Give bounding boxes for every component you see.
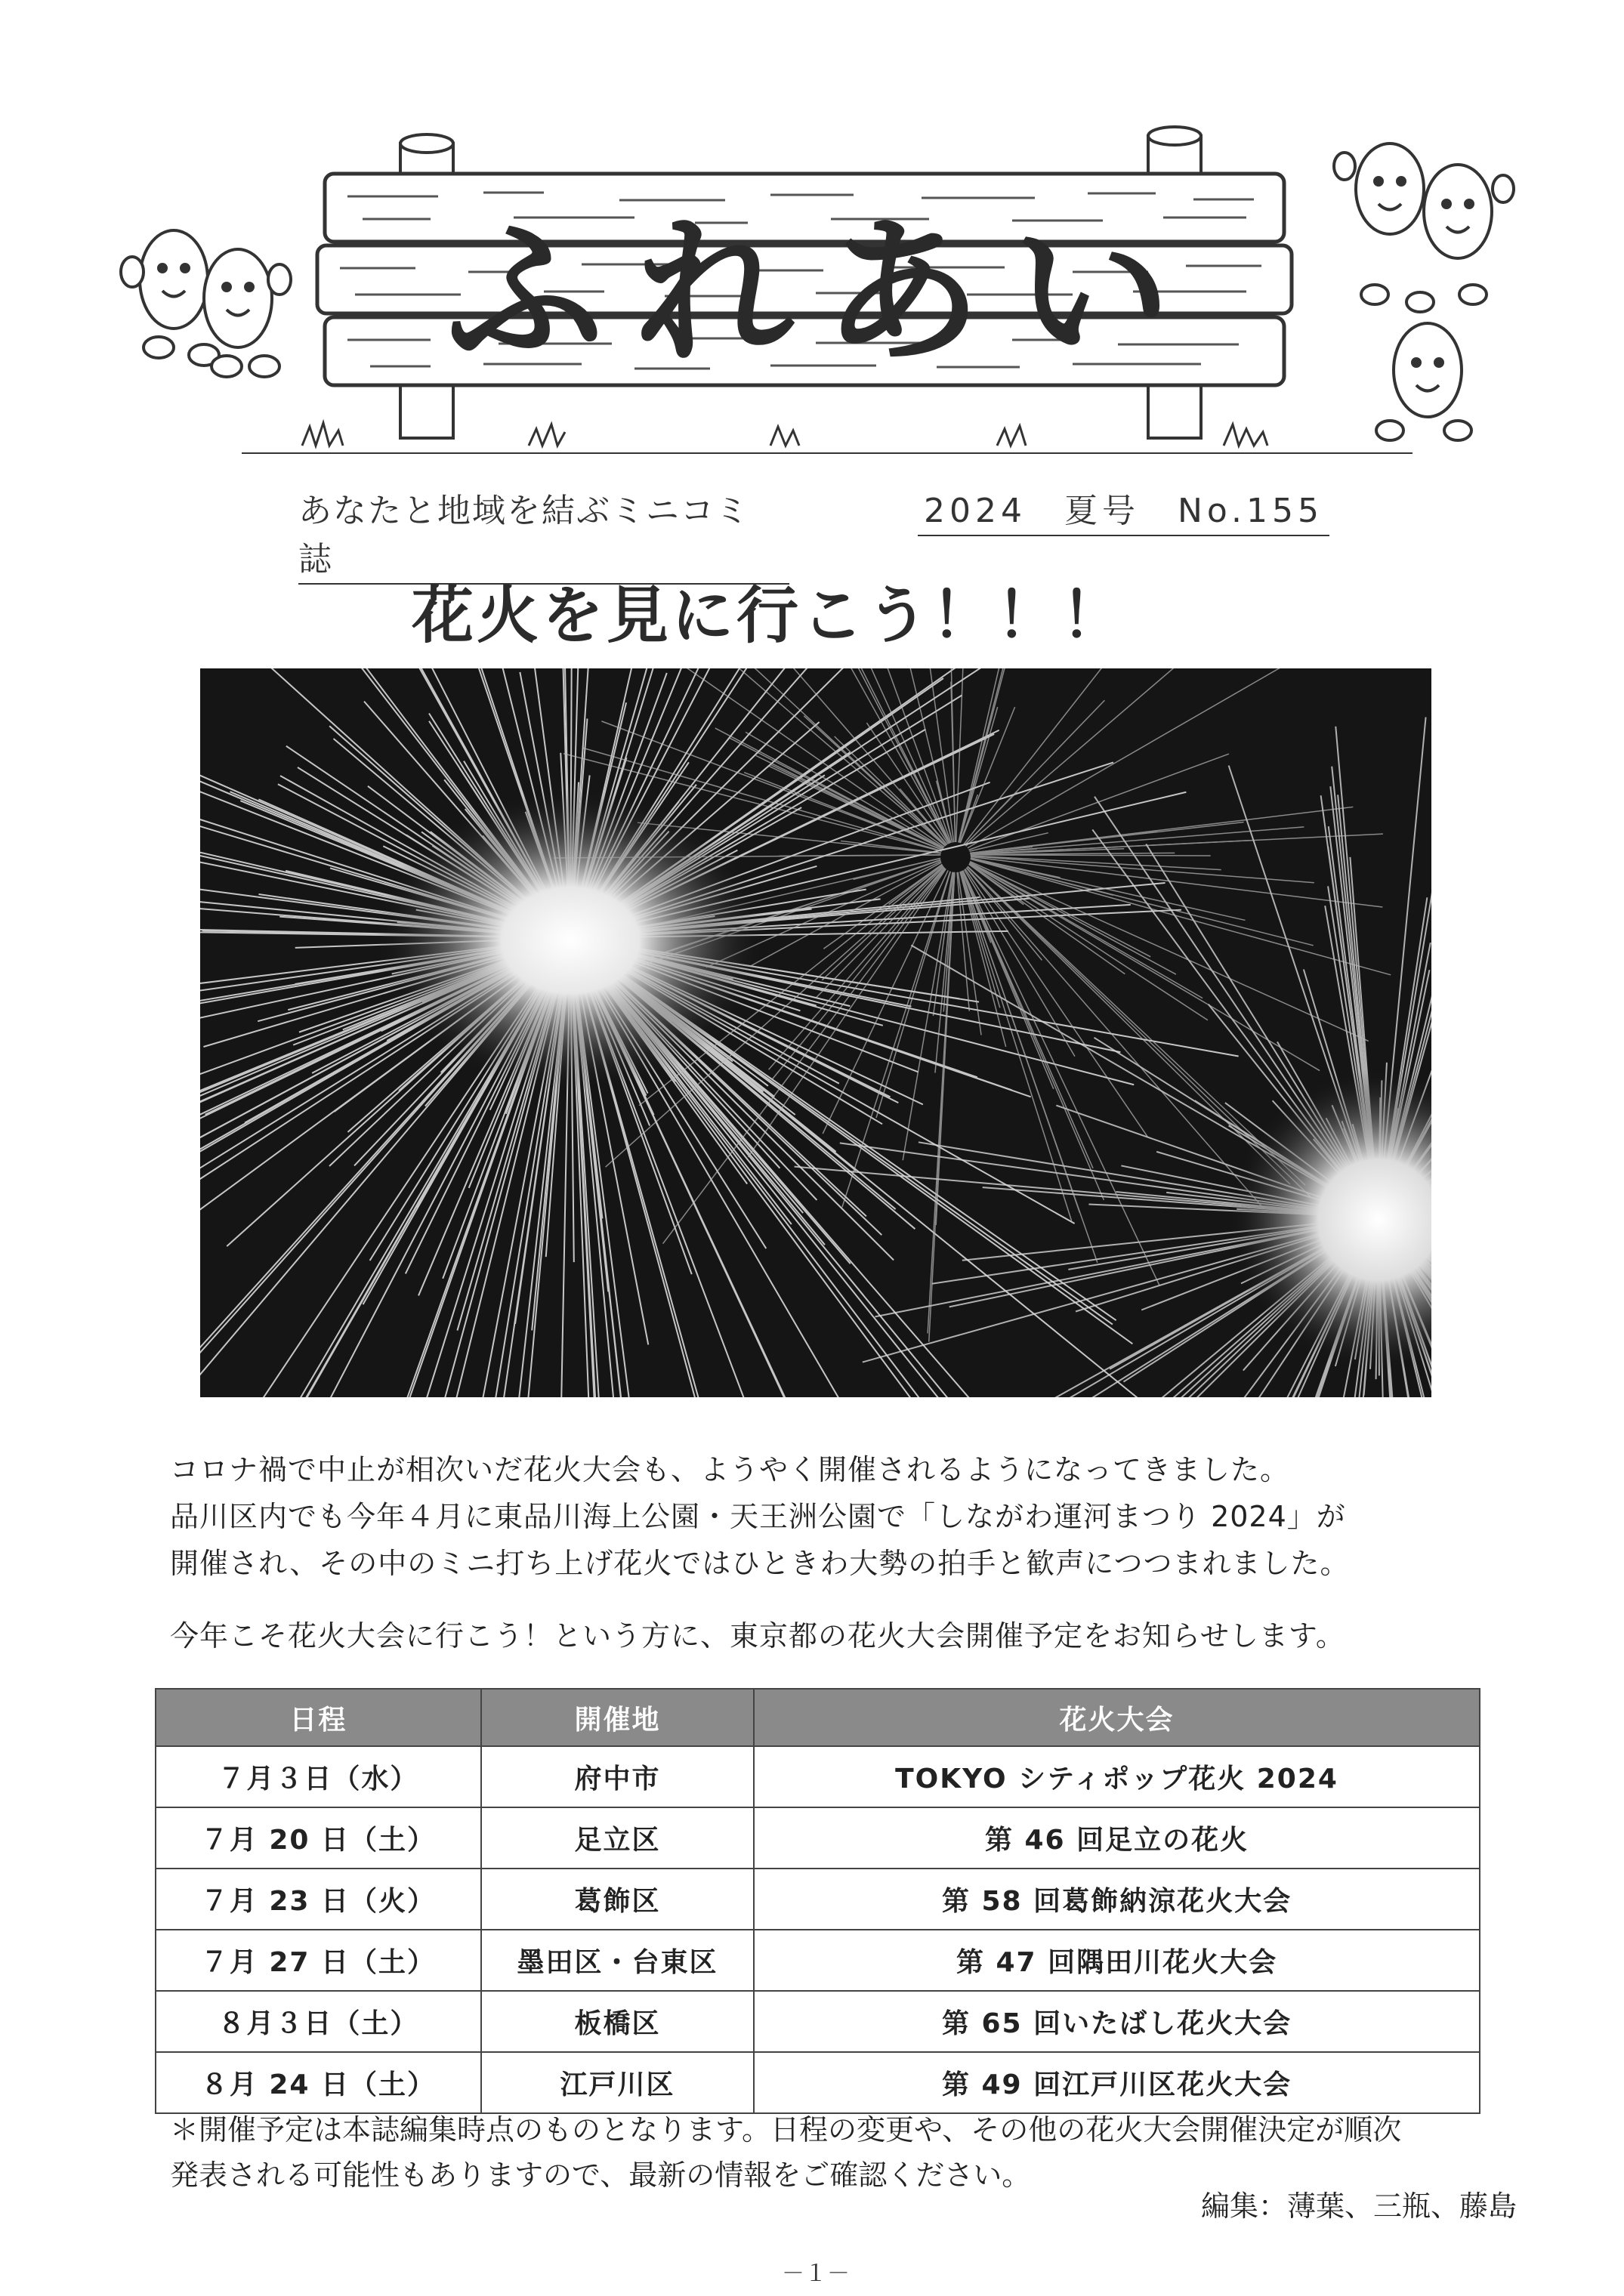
mascot-right-icon: [1334, 144, 1514, 440]
note-line: 発表される可能性もありますので、最新の情報をご確認ください。: [170, 2159, 1031, 2192]
cell-venue: 板橋区: [481, 1991, 754, 2052]
header-venue: 開催地: [481, 1689, 754, 1746]
editors-credit: 編集：薄葉、三瓶、藤島: [1201, 2190, 1517, 2223]
title: ふれあい: [446, 199, 1202, 385]
cell-venue: 墨田区・台東区: [481, 1930, 754, 1991]
table-row: [156, 1807, 1480, 1869]
cell-date: ８月 24 日（土）: [156, 2052, 481, 2113]
table-row: [156, 1746, 1480, 1807]
mascot-left-icon: [121, 230, 291, 377]
cell-venue: 足立区: [481, 1807, 754, 1869]
note-line: ＊開催予定は本誌編集時点のものとなります。日程の変更や、その他の花火大会開催決定が順次: [170, 2113, 1402, 2146]
intro-paragraph: [170, 1446, 1350, 1587]
table-header-row: [156, 1689, 1480, 1746]
cell-event: 第 58 回葛飾納涼花火大会: [754, 1869, 1480, 1930]
fireworks-schedule-table: [155, 1688, 1480, 2114]
intro-line: 開催され、その中のミニ打ち上げ花火ではひときわ大勢の拍手と歓声につつまれました。: [170, 1547, 1350, 1580]
issue-number: 2024 夏号 No.155: [918, 483, 1329, 536]
intro-line: コロナ禍で中止が相次いだ花火大会も、ようやく開催されるようになってきました。: [170, 1453, 1290, 1486]
cell-date: ７月 23 日（火）: [156, 1869, 481, 1930]
cell-date: ７月 20 日（土）: [156, 1807, 481, 1869]
cell-date: ８月３日（土）: [156, 1991, 481, 2052]
tagline: あなたと地域を結ぶミニコミ誌: [298, 483, 789, 585]
cell-venue: 江戸川区: [481, 2052, 754, 2113]
cell-event: 第 47 回隅田川花火大会: [754, 1930, 1480, 1991]
cell-event: 第 49 回江戸川区花火大会: [754, 2052, 1480, 2113]
table-row: [156, 1869, 1480, 1930]
invite-text: 今年こそ花火大会に行こう！という方に、東京都の花火大会開催予定をお知らせします。: [170, 1619, 1345, 1653]
table-row: [156, 1991, 1480, 2052]
header-event: 花火大会: [754, 1689, 1480, 1746]
masthead: [91, 121, 1526, 476]
page-number: －１－: [782, 2261, 850, 2287]
headline: 花火を見に行こう！！！: [412, 580, 1127, 652]
masthead-illustration: [91, 121, 1526, 476]
cell-date: ７月３日（水）: [156, 1746, 481, 1807]
fireworks-photo: [200, 668, 1431, 1397]
cell-venue: 葛飾区: [481, 1869, 754, 1930]
cell-date: ７月 27 日（土）: [156, 1930, 481, 1991]
cell-venue: 府中市: [481, 1746, 754, 1807]
cell-event: TOKYO シティポップ花火 2024: [754, 1746, 1480, 1807]
table-row: [156, 1930, 1480, 1991]
intro-line: 品川区内でも今年４月に東品川海上公園・天王洲公園で「しながわ運河まつり 2024」が: [170, 1500, 1346, 1533]
table-row: [156, 2052, 1480, 2113]
cell-event: 第 46 回足立の花火: [754, 1807, 1480, 1869]
header-date: 日程: [156, 1689, 481, 1746]
cell-event: 第 65 回いたばし花火大会: [754, 1991, 1480, 2052]
